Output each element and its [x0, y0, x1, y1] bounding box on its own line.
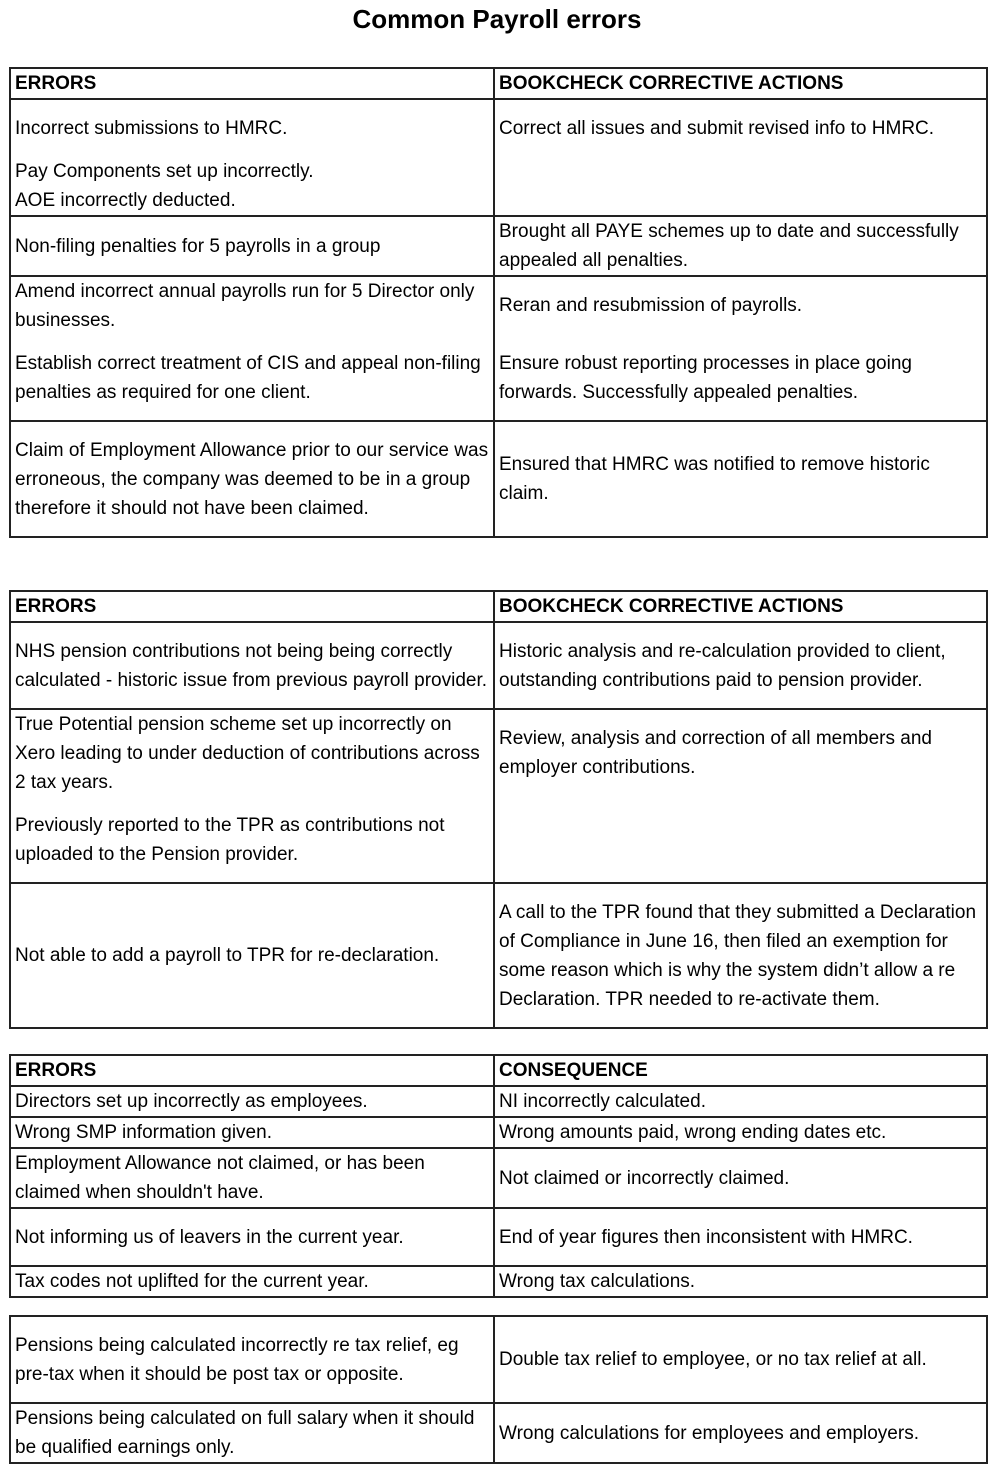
- table-row: [10, 1117, 987, 1148]
- column-header-actions: BOOKCHECK CORRECTIVE ACTIONS: [494, 68, 987, 99]
- column-header-errors: ERRORS: [10, 68, 494, 99]
- column-header-errors: ERRORS: [10, 591, 494, 622]
- error-text: True Potential pension scheme set up incorrectly on Xero leading to under deduction of contributions across 2 tax years.: [15, 714, 480, 793]
- error-cell: [10, 883, 494, 1028]
- error-cell: [10, 709, 494, 883]
- error-cell: Directors set up incorrectly as employees.: [10, 1086, 494, 1117]
- consequence-cell: Double tax relief to employee, or no tax relief at all.: [494, 1316, 987, 1403]
- action-text: Review, analysis and correction of all members and employer contributions.: [499, 728, 932, 778]
- action-text: Correct all issues and submit revised info to HMRC.: [499, 118, 935, 139]
- table-row: [10, 421, 987, 537]
- table-row: [10, 883, 987, 1028]
- action-text: Brought all PAYE schemes up to date and successfully appealed all penalties.: [499, 221, 959, 271]
- error-text: Amend incorrect annual payrolls run for 5 Director only businesses.: [15, 281, 475, 331]
- action-cell: [494, 421, 987, 537]
- error-cell: Pensions being calculated on full salary when it should be qualified earnings only.: [10, 1403, 494, 1463]
- error-cell: Pensions being calculated incorrectly re tax relief, eg pre-tax when it should be post tax or opposite.: [10, 1316, 494, 1403]
- error-text: Claim of Employment Allowance prior to our service was erroneous, the company was deemed to be in a group therefore it should not have been claimed.: [15, 439, 489, 519]
- consequence-cell: Not claimed or incorrectly claimed.: [494, 1148, 987, 1208]
- error-cell: [10, 216, 494, 276]
- action-text: Historic analysis and re-calculation provided to client, outstanding contributions paid to pension provider.: [499, 640, 946, 691]
- error-text: Not able to add a payroll to TPR for re-declaration.: [15, 945, 440, 966]
- page-title: Common Payroll errors: [352, 4, 642, 34]
- column-header-actions: BOOKCHECK CORRECTIVE ACTIONS: [494, 591, 987, 622]
- consequence-table: [9, 1054, 988, 1298]
- table-row: [10, 1086, 987, 1117]
- error-cell: Not informing us of leavers in the current year.: [10, 1208, 494, 1266]
- action-text: Ensured that HMRC was notified to remove historic claim.: [499, 454, 930, 504]
- error-text: NHS pension contributions not being being correctly calculated - historic issue from previous payroll provider.: [15, 640, 488, 691]
- corrective-actions-table-1: [9, 67, 988, 538]
- action-text: Reran and resubmission of payrolls.: [499, 295, 803, 316]
- pension-errors-table: [9, 1315, 988, 1464]
- consequence-cell: Wrong calculations for employees and employers.: [494, 1403, 987, 1463]
- error-text: Incorrect submissions to HMRC.: [15, 118, 288, 139]
- error-cell: [10, 99, 494, 216]
- consequence-cell: Wrong tax calculations.: [494, 1266, 987, 1297]
- table-header-row: [10, 68, 987, 99]
- table-header-row: [10, 1055, 987, 1086]
- corrective-actions-table-2: [9, 590, 988, 1029]
- error-cell: Tax codes not uplifted for the current year.: [10, 1266, 494, 1297]
- error-cell: Wrong SMP information given.: [10, 1117, 494, 1148]
- table-row: [10, 1403, 987, 1463]
- action-cell: [494, 99, 987, 216]
- table-row: [10, 216, 987, 276]
- consequence-cell: Wrong amounts paid, wrong ending dates etc.: [494, 1117, 987, 1148]
- action-text: A call to the TPR found that they submitted a Declaration of Compliance in June 16, then filed an exemption for some reason which is why the system didn’t allow a re Declaration. TPR needed to re-activate them.: [499, 901, 977, 1010]
- consequence-cell: NI incorrectly calculated.: [494, 1086, 987, 1117]
- table-header-row: [10, 591, 987, 622]
- error-text: Previously reported to the TPR as contributions not uploaded to the Pension provider.: [15, 815, 445, 865]
- action-cell: [494, 216, 987, 276]
- column-header-consequence: CONSEQUENCE: [494, 1055, 987, 1086]
- error-cell: [10, 421, 494, 537]
- error-text: Pay Components set up incorrectly.: [15, 161, 314, 182]
- error-cell: [10, 622, 494, 709]
- table-row: [10, 1208, 987, 1266]
- consequence-cell: End of year figures then inconsistent with HMRC.: [494, 1208, 987, 1266]
- table-row: [10, 1266, 987, 1297]
- action-cell: [494, 622, 987, 709]
- action-text: Ensure robust reporting processes in place going forwards. Successfully appealed penalties.: [499, 353, 912, 403]
- action-cell: [494, 276, 987, 421]
- action-cell: [494, 709, 987, 883]
- table-row: [10, 709, 987, 883]
- table-row: [10, 99, 987, 216]
- error-cell: Employment Allowance not claimed, or has been claimed when shouldn't have.: [10, 1148, 494, 1208]
- error-text: Non-filing penalties for 5 payrolls in a group: [15, 235, 381, 257]
- error-text: AOE incorrectly deducted.: [15, 190, 236, 211]
- table-row: [10, 622, 987, 709]
- column-header-errors: ERRORS: [10, 1055, 494, 1086]
- error-text: Establish correct treatment of CIS and appeal non-filing penalties as required for one client.: [15, 353, 481, 403]
- table-row: [10, 276, 987, 421]
- error-cell: [10, 276, 494, 421]
- table-row: [10, 1316, 987, 1403]
- table-row: [10, 1148, 987, 1208]
- action-cell: [494, 883, 987, 1028]
